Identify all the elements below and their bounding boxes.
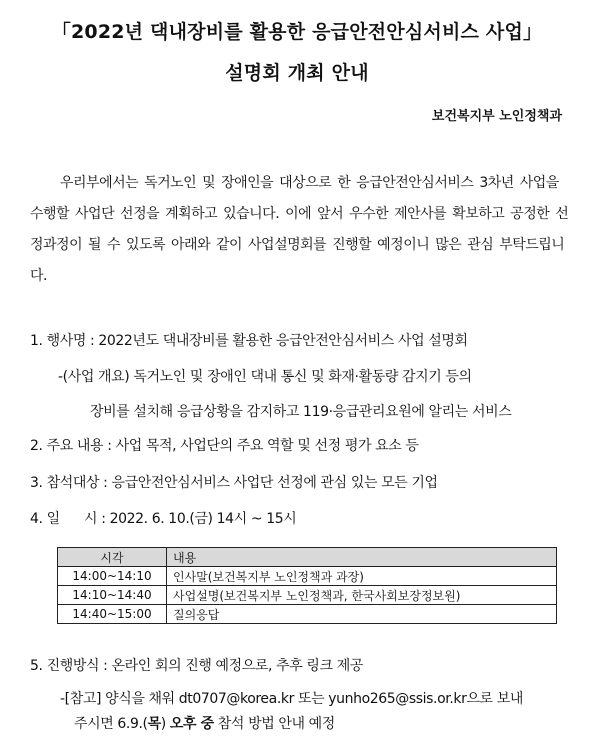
- note-line-cont: [74, 713, 335, 733]
- item-target: 3. 참석대상 : 응급안전안심서비스 사업단 선정에 관심 있는 모든 기업: [30, 475, 438, 491]
- item-event-overview: -(사업 개요) 독거노인 및 장애인 댁내 통신 및 화재·활동량 감지기 등의: [58, 369, 472, 385]
- item-event: 1. 행사명 : 2022년도 댁내장비를 활용한 응급안전안심서비스 사업 설명회: [30, 333, 468, 349]
- schedule-time: 14:10~14:40: [58, 586, 167, 605]
- document-subtitle: 설명회 개최 안내: [225, 62, 369, 84]
- schedule-row: [58, 567, 557, 586]
- schedule-content: 인사말(보건복지부 노인정책과 과장): [167, 567, 557, 586]
- item-method: 5. 진행방식 : 온라인 회의 진행 예정으로, 추후 링크 제공: [30, 658, 363, 674]
- department-label: 보건복지부 노인정책과: [431, 109, 562, 124]
- note-text: 주시면 6.9.(: [74, 716, 148, 732]
- intro-paragraph: 우리부에서는 독거노인 및 장애인을 대상으로 한 응급안전안심서비스 3차년 사업을 수행할 사업단 선정을 계획하고 있습니다. 이에 앞서 우수한 제안사를 확보하고 공정한 선정과정이 될 수 있도록 아래와 같이 사업설명회를 진행할 예정이니 많은 관심 부탁드립니다.: [30, 175, 569, 284]
- schedule-header-content: 내용: [167, 548, 557, 567]
- note-time-bold: 오후 중: [169, 716, 214, 732]
- schedule-time: 14:00~14:10: [58, 567, 167, 586]
- schedule-header-time: 시각: [58, 548, 167, 567]
- item-date: 4. 일 시 : 2022. 6. 10.(금) 14시 ~ 15시: [30, 511, 297, 527]
- document-title: 「2022년 댁내장비를 활용한 응급안전안심서비스 사업」: [51, 21, 543, 43]
- schedule-row: [58, 586, 557, 605]
- schedule-table: [57, 547, 557, 624]
- schedule-content: 사업설명(보건복지부 노인정책과, 한국사회보장정보원): [167, 586, 557, 605]
- note-line: -[참고] 양식을 채워 dt0707@korea.kr 또는 yunho265@ssis.or.kr으로 보내: [60, 691, 523, 707]
- schedule-header-row: [58, 548, 557, 567]
- schedule-row: [58, 605, 557, 624]
- schedule-time: 14:40~15:00: [58, 605, 167, 624]
- note-day-bold: 목: [147, 716, 161, 732]
- note-text: 참석 방법 안내 예정: [213, 716, 335, 732]
- schedule-content: 질의응답: [167, 605, 557, 624]
- item-content: 2. 주요 내용 : 사업 목적, 사업단의 주요 역할 및 선정 평가 요소 등: [30, 438, 419, 454]
- note-text: ): [160, 716, 170, 732]
- item-event-overview-cont: 장비를 설치해 응급상황을 감지하고 119·응급관리요원에 알리는 서비스: [90, 404, 512, 420]
